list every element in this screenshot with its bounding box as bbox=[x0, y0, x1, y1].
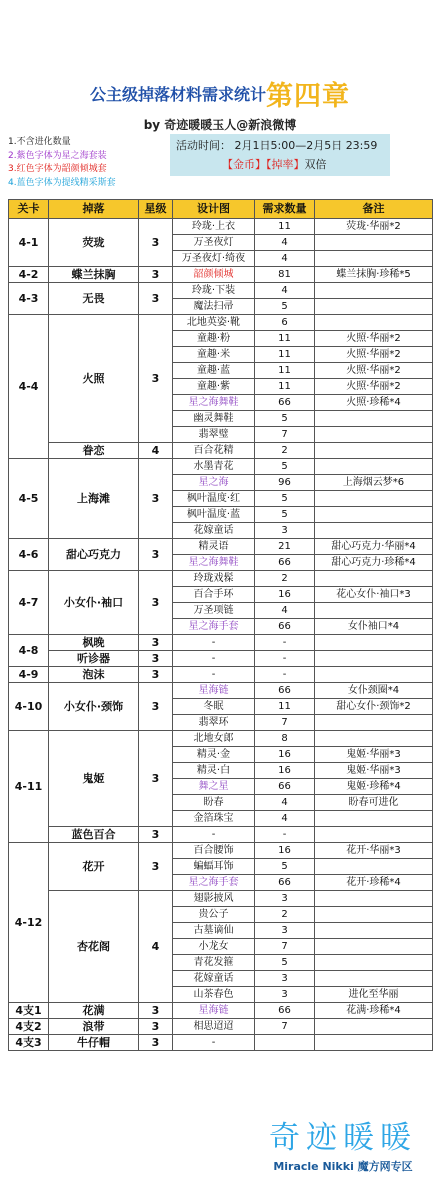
table-row bbox=[9, 843, 433, 859]
design-cell: 百合手环 bbox=[173, 587, 255, 603]
design-cell: 翡翠璧 bbox=[173, 427, 255, 443]
note-cell bbox=[315, 283, 433, 299]
table-row bbox=[9, 1035, 433, 1051]
qty-cell: 6 bbox=[255, 315, 315, 331]
qty-cell: 5 bbox=[255, 411, 315, 427]
note-cell: 进化至华丽 bbox=[315, 987, 433, 1003]
table-row bbox=[9, 267, 433, 283]
star-cell: 3 bbox=[139, 1019, 173, 1035]
qty-cell: 16 bbox=[255, 587, 315, 603]
drop-cell: 荧珑 bbox=[49, 219, 139, 267]
note-cell bbox=[315, 923, 433, 939]
author-credit: by 奇迹暖暖玉人@新浪微博 bbox=[143, 118, 297, 132]
note-cell bbox=[315, 955, 433, 971]
qty-cell: 11 bbox=[255, 363, 315, 379]
table-row bbox=[9, 571, 433, 587]
design-cell: 水墨青花 bbox=[173, 459, 255, 475]
event-info-box bbox=[170, 134, 390, 176]
design-cell: 小龙女 bbox=[173, 939, 255, 955]
drop-cell: 小女仆·颈饰 bbox=[49, 683, 139, 731]
design-cell: 山茶春色 bbox=[173, 987, 255, 1003]
design-cell: 舞之星 bbox=[173, 779, 255, 795]
event-tags bbox=[222, 156, 327, 172]
qty-cell: 66 bbox=[255, 619, 315, 635]
design-cell: 星之海手套 bbox=[173, 875, 255, 891]
design-cell: - bbox=[173, 667, 255, 683]
design-cell: 童趣·蓝 bbox=[173, 363, 255, 379]
design-cell: 星之海手套 bbox=[173, 619, 255, 635]
qty-cell: 66 bbox=[255, 395, 315, 411]
note-cell: 鬼姬·华丽*3 bbox=[315, 747, 433, 763]
note-2: 2.紫色字体为星之海套装 bbox=[8, 150, 107, 161]
drop-cell: 火照 bbox=[49, 315, 139, 443]
note-cell bbox=[315, 651, 433, 667]
legend-notes bbox=[8, 136, 116, 190]
note-cell bbox=[315, 235, 433, 251]
star-cell: 3 bbox=[139, 843, 173, 891]
watermark-logo bbox=[246, 1112, 440, 1177]
table-row bbox=[9, 635, 433, 651]
design-cell: 北地英姿·靴 bbox=[173, 315, 255, 331]
drop-cell: 浪带 bbox=[49, 1019, 139, 1035]
table-row bbox=[9, 315, 433, 331]
qty-cell: 11 bbox=[255, 379, 315, 395]
table-row bbox=[9, 1003, 433, 1019]
drop-cell: 听诊器 bbox=[49, 651, 139, 667]
table-row bbox=[9, 219, 433, 235]
note-3: 3.红色字体为韶颜倾城套 bbox=[8, 164, 107, 174]
drop-cell: 泡沫 bbox=[49, 667, 139, 683]
note-cell: 上海烟云梦*6 bbox=[315, 475, 433, 491]
table-row bbox=[9, 683, 433, 699]
star-cell: 3 bbox=[139, 731, 173, 827]
stage-cell: 4-10 bbox=[9, 683, 49, 731]
note-cell: 甜心巧克力·珍稀*4 bbox=[315, 555, 433, 571]
table-row bbox=[9, 827, 433, 843]
qty-cell: 2 bbox=[255, 907, 315, 923]
design-cell: 金箔珠宝 bbox=[173, 811, 255, 827]
note-cell bbox=[315, 443, 433, 459]
note-cell bbox=[315, 811, 433, 827]
stage-cell: 4支3 bbox=[9, 1035, 49, 1051]
design-cell: 童趣·粉 bbox=[173, 331, 255, 347]
design-cell: 星之海 bbox=[173, 475, 255, 491]
design-cell: 精灵语 bbox=[173, 539, 255, 555]
header-design: 设计图 bbox=[173, 200, 255, 219]
star-cell: 3 bbox=[139, 1003, 173, 1019]
note-cell bbox=[315, 667, 433, 683]
design-cell: 万圣夜灯·绮夜 bbox=[173, 251, 255, 267]
star-cell: 3 bbox=[139, 459, 173, 539]
table-row bbox=[9, 283, 433, 299]
note-cell: 火照·珍稀*4 bbox=[315, 395, 433, 411]
design-cell: 枫叶温度·红 bbox=[173, 491, 255, 507]
stage-cell: 4-9 bbox=[9, 667, 49, 683]
design-cell: 百合花精 bbox=[173, 443, 255, 459]
tag-droprate: 【掉率】 bbox=[266, 158, 305, 171]
qty-cell: 4 bbox=[255, 283, 315, 299]
qty-cell: 2 bbox=[255, 443, 315, 459]
note-cell bbox=[315, 891, 433, 907]
design-cell: 幽灵舞鞋 bbox=[173, 411, 255, 427]
table-row bbox=[9, 651, 433, 667]
table-row bbox=[9, 443, 433, 459]
qty-cell: - bbox=[255, 635, 315, 651]
design-cell: 青花发箍 bbox=[173, 955, 255, 971]
qty-cell: 4 bbox=[255, 251, 315, 267]
star-cell: 3 bbox=[139, 315, 173, 443]
table-row bbox=[9, 731, 433, 747]
qty-cell: 11 bbox=[255, 331, 315, 347]
design-cell: 盼春 bbox=[173, 795, 255, 811]
qty-cell: 11 bbox=[255, 699, 315, 715]
qty-cell: - bbox=[255, 667, 315, 683]
design-cell: 相思迢迢 bbox=[173, 1019, 255, 1035]
qty-cell: 7 bbox=[255, 1019, 315, 1035]
qty-cell: 3 bbox=[255, 971, 315, 987]
page-title bbox=[0, 74, 440, 113]
header bbox=[0, 0, 440, 200]
note-cell bbox=[315, 491, 433, 507]
qty-cell: - bbox=[255, 651, 315, 667]
table-row bbox=[9, 459, 433, 475]
note-cell: 花满·珍稀*4 bbox=[315, 1003, 433, 1019]
qty-cell: 3 bbox=[255, 923, 315, 939]
note-cell bbox=[315, 523, 433, 539]
qty-cell: 4 bbox=[255, 795, 315, 811]
qty-cell: 66 bbox=[255, 1003, 315, 1019]
star-cell: 3 bbox=[139, 635, 173, 651]
stage-cell: 4支1 bbox=[9, 1003, 49, 1019]
drop-cell: 鬼姬 bbox=[49, 731, 139, 827]
qty-cell: 16 bbox=[255, 747, 315, 763]
note-cell: 花心女仆·袖口*3 bbox=[315, 587, 433, 603]
note-cell bbox=[315, 315, 433, 331]
note-cell bbox=[315, 827, 433, 843]
qty-cell: 4 bbox=[255, 811, 315, 827]
design-cell: 玲珑戏髹 bbox=[173, 571, 255, 587]
star-cell: 3 bbox=[139, 283, 173, 315]
qty-cell: 66 bbox=[255, 683, 315, 699]
design-cell: 古墓谪仙 bbox=[173, 923, 255, 939]
stage-cell: 4-7 bbox=[9, 571, 49, 635]
qty-cell: 21 bbox=[255, 539, 315, 555]
note-cell: 花开·华丽*3 bbox=[315, 843, 433, 859]
watermark-cn: 奇迹暖暖 bbox=[269, 1120, 417, 1156]
design-cell: 玲珑·下装 bbox=[173, 283, 255, 299]
qty-cell: 5 bbox=[255, 955, 315, 971]
design-cell: 星海链 bbox=[173, 1003, 255, 1019]
qty-cell: 66 bbox=[255, 555, 315, 571]
star-cell: 3 bbox=[139, 1035, 173, 1051]
design-cell: - bbox=[173, 651, 255, 667]
qty-cell: 4 bbox=[255, 235, 315, 251]
qty-cell: 7 bbox=[255, 427, 315, 443]
table-body bbox=[9, 219, 433, 1051]
note-cell: 女仆袖口*4 bbox=[315, 619, 433, 635]
note-cell bbox=[315, 635, 433, 651]
drop-cell: 花满 bbox=[49, 1003, 139, 1019]
qty-cell: 8 bbox=[255, 731, 315, 747]
drop-cell: 牛仔帽 bbox=[49, 1035, 139, 1051]
header-stage: 关卡 bbox=[9, 200, 49, 219]
qty-cell: 96 bbox=[255, 475, 315, 491]
design-cell: - bbox=[173, 827, 255, 843]
star-cell: 3 bbox=[139, 651, 173, 667]
qty-cell: 5 bbox=[255, 507, 315, 523]
note-cell bbox=[315, 715, 433, 731]
design-cell: 魔法扫帚 bbox=[173, 299, 255, 315]
design-cell: 冬眠 bbox=[173, 699, 255, 715]
note-cell: 火照·华丽*2 bbox=[315, 363, 433, 379]
note-cell: 火照·华丽*2 bbox=[315, 347, 433, 363]
qty-cell: 66 bbox=[255, 875, 315, 891]
note-cell bbox=[315, 939, 433, 955]
design-cell: 翡翠环 bbox=[173, 715, 255, 731]
design-cell: 星之海舞鞋 bbox=[173, 395, 255, 411]
stage-cell: 4-6 bbox=[9, 539, 49, 571]
drop-cell: 小女仆·袖口 bbox=[49, 571, 139, 635]
note-cell bbox=[315, 459, 433, 475]
table-row bbox=[9, 1019, 433, 1035]
qty-cell: 2 bbox=[255, 571, 315, 587]
note-cell: 火照·华丽*2 bbox=[315, 331, 433, 347]
stage-cell: 4-3 bbox=[9, 283, 49, 315]
design-cell: 万圣项链 bbox=[173, 603, 255, 619]
qty-cell: 16 bbox=[255, 843, 315, 859]
star-cell: 4 bbox=[139, 443, 173, 459]
note-cell bbox=[315, 907, 433, 923]
note-4: 4.蓝色字体为提线精采斯套 bbox=[8, 177, 116, 188]
drop-cell: 上海滩 bbox=[49, 459, 139, 539]
stage-cell: 4-4 bbox=[9, 315, 49, 459]
note-cell: 鬼姬·珍稀*4 bbox=[315, 779, 433, 795]
stage-cell: 4支2 bbox=[9, 1019, 49, 1035]
drop-cell: 无畏 bbox=[49, 283, 139, 315]
qty-cell bbox=[255, 1035, 315, 1051]
drop-cell: 杏花阁 bbox=[49, 891, 139, 1003]
note-cell: 甜心巧克力·华丽*4 bbox=[315, 539, 433, 555]
design-cell: 玲珑·上衣 bbox=[173, 219, 255, 235]
star-cell: 3 bbox=[139, 219, 173, 267]
star-cell: 4 bbox=[139, 891, 173, 1003]
design-cell: - bbox=[173, 635, 255, 651]
star-cell: 3 bbox=[139, 571, 173, 635]
table-row bbox=[9, 891, 433, 907]
qty-cell: 11 bbox=[255, 219, 315, 235]
design-cell: 翅影披风 bbox=[173, 891, 255, 907]
stage-cell: 4-2 bbox=[9, 267, 49, 283]
design-cell: 蝙蝠耳饰 bbox=[173, 859, 255, 875]
design-cell: 精灵·白 bbox=[173, 763, 255, 779]
design-cell: 北地女郎 bbox=[173, 731, 255, 747]
design-cell: 韶颜倾城 bbox=[173, 267, 255, 283]
event-time: 活动时间： 2月1日5:00—2月5日 23:59 bbox=[176, 139, 378, 152]
drop-cell: 眷恋 bbox=[49, 443, 139, 459]
design-cell: 星之海舞鞋 bbox=[173, 555, 255, 571]
design-cell: 百合腰饰 bbox=[173, 843, 255, 859]
star-cell: 3 bbox=[139, 267, 173, 283]
title-chapter: 第四章 bbox=[266, 81, 350, 112]
note-cell: 蝶兰抹胸·珍稀*5 bbox=[315, 267, 433, 283]
star-cell: 3 bbox=[139, 683, 173, 731]
header-note: 备注 bbox=[315, 200, 433, 219]
qty-cell: 81 bbox=[255, 267, 315, 283]
qty-cell: 7 bbox=[255, 715, 315, 731]
note-cell: 火照·华丽*2 bbox=[315, 379, 433, 395]
title-main: 公主级掉落材料需求统计 bbox=[89, 85, 266, 104]
qty-cell: 3 bbox=[255, 891, 315, 907]
table-row bbox=[9, 667, 433, 683]
design-cell: 万圣夜灯 bbox=[173, 235, 255, 251]
note-1: 1.不含进化数量 bbox=[8, 137, 71, 147]
table-row bbox=[9, 539, 433, 555]
materials-table bbox=[8, 199, 433, 1051]
design-cell: 童趣·紫 bbox=[173, 379, 255, 395]
drop-cell: 蝶兰抹胸 bbox=[49, 267, 139, 283]
note-cell bbox=[315, 299, 433, 315]
qty-cell: 7 bbox=[255, 939, 315, 955]
qty-cell: 4 bbox=[255, 603, 315, 619]
qty-cell: 5 bbox=[255, 491, 315, 507]
qty-cell: 3 bbox=[255, 523, 315, 539]
star-cell: 3 bbox=[139, 827, 173, 843]
stage-cell: 4-12 bbox=[9, 843, 49, 1003]
tag-double: 双倍 bbox=[304, 158, 327, 171]
header-drop: 掉落 bbox=[49, 200, 139, 219]
note-cell bbox=[315, 427, 433, 443]
note-cell: 荧珑·华丽*2 bbox=[315, 219, 433, 235]
tag-gold: 【金币】 bbox=[222, 158, 266, 171]
stage-cell: 4-8 bbox=[9, 635, 49, 667]
design-cell: 星海链 bbox=[173, 683, 255, 699]
design-cell: - bbox=[173, 1035, 255, 1051]
design-cell: 童趣·米 bbox=[173, 347, 255, 363]
note-cell: 甜心女仆·颈饰*2 bbox=[315, 699, 433, 715]
qty-cell: 16 bbox=[255, 763, 315, 779]
qty-cell: 3 bbox=[255, 987, 315, 1003]
note-cell: 女仆颈圈*4 bbox=[315, 683, 433, 699]
star-cell: 3 bbox=[139, 667, 173, 683]
note-cell bbox=[315, 859, 433, 875]
qty-cell: 5 bbox=[255, 459, 315, 475]
qty-cell: 66 bbox=[255, 779, 315, 795]
note-cell bbox=[315, 1035, 433, 1051]
qty-cell: 5 bbox=[255, 299, 315, 315]
note-cell: 鬼姬·华丽*3 bbox=[315, 763, 433, 779]
design-cell: 精灵·金 bbox=[173, 747, 255, 763]
header-qty: 需求数量 bbox=[255, 200, 315, 219]
note-cell: 花开·珍稀*4 bbox=[315, 875, 433, 891]
design-cell: 花嫁童话 bbox=[173, 971, 255, 987]
note-cell: 盼春可进化 bbox=[315, 795, 433, 811]
drop-cell: 枫晚 bbox=[49, 635, 139, 651]
note-cell bbox=[315, 603, 433, 619]
table-header-row bbox=[9, 200, 433, 219]
qty-cell: 11 bbox=[255, 347, 315, 363]
note-cell bbox=[315, 507, 433, 523]
qty-cell: - bbox=[255, 827, 315, 843]
note-cell bbox=[315, 251, 433, 267]
drop-cell: 花开 bbox=[49, 843, 139, 891]
design-cell: 贵公子 bbox=[173, 907, 255, 923]
watermark-en: Miracle Nikki 魔方网专区 bbox=[273, 1160, 413, 1173]
note-cell bbox=[315, 411, 433, 427]
note-cell bbox=[315, 571, 433, 587]
design-cell: 花嫁童话 bbox=[173, 523, 255, 539]
drop-cell: 蓝色百合 bbox=[49, 827, 139, 843]
stage-cell: 4-5 bbox=[9, 459, 49, 539]
note-cell bbox=[315, 1019, 433, 1035]
note-cell bbox=[315, 971, 433, 987]
header-star: 星级 bbox=[139, 200, 173, 219]
design-cell: 枫叶温度·蓝 bbox=[173, 507, 255, 523]
note-cell bbox=[315, 731, 433, 747]
qty-cell: 5 bbox=[255, 859, 315, 875]
drop-cell: 甜心巧克力 bbox=[49, 539, 139, 571]
star-cell: 3 bbox=[139, 539, 173, 571]
stage-cell: 4-11 bbox=[9, 731, 49, 843]
stage-cell: 4-1 bbox=[9, 219, 49, 267]
